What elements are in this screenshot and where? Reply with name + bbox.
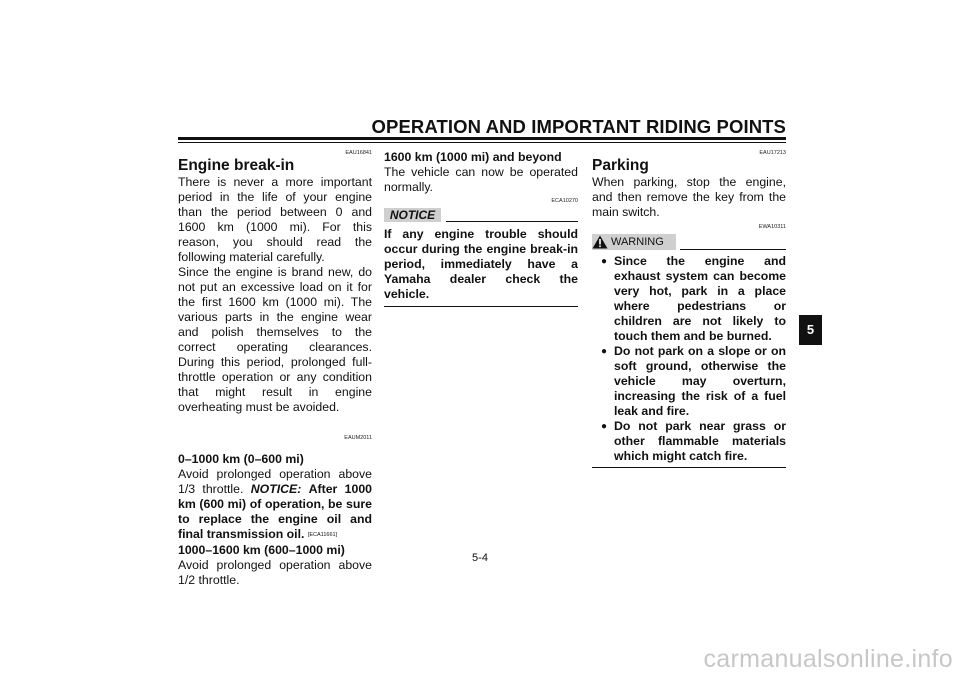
paragraph: Since the engine is brand new, do not put an excessive load on it for the first 1600 km (1000 mi). The various parts in the engine wear and polish themselves to the correct operating clearances. During this period, prolonged full-throttle operation or any condition that might result in engine overheating must be avoided. [178, 265, 372, 414]
section-code: EAUM2011 [344, 435, 372, 441]
paragraph: Avoid prolonged operation above 1/2 throttle. [178, 558, 372, 587]
page-header-title: OPERATION AND IMPORTANT RIDING POINTS [371, 116, 786, 137]
section-heading-engine-break-in: Engine break-in [178, 157, 295, 174]
list-item: ● Do not park near grass or other flammable materials which might catch fire. [601, 419, 786, 463]
bullet-icon: ● [601, 346, 608, 357]
warning-banner [592, 234, 786, 250]
notice-inline-text: After 1000 km (600 mi) of operation, be sure to replace the engine oil and final transmission oil. [178, 482, 373, 541]
bullet-icon: ● [601, 256, 608, 267]
notice-inline-code: [ECA11661] [307, 532, 338, 538]
warning-triangle-icon [592, 235, 608, 249]
section-heading-parking: Parking [592, 157, 649, 174]
watermark: carmanualsonline.info [703, 645, 953, 673]
subheading: 1000–1600 km (600–1000 mi) [178, 543, 345, 557]
column-parking [592, 150, 786, 468]
bullet-icon: ● [601, 421, 608, 432]
paragraph: The vehicle can now be operated normally. [384, 165, 578, 194]
column-beyond-break-in [384, 150, 578, 307]
notice-rule [446, 221, 578, 222]
notice-text: If any engine trouble should occur during the engine break-in period, immediately have a Yamaha dealer check the vehicle. [384, 227, 578, 301]
subheading: 0–1000 km (0–600 mi) [178, 452, 304, 466]
notice-bottom-rule [384, 306, 578, 307]
section-code: EAU17213 [759, 150, 786, 156]
warning-bottom-rule [592, 467, 786, 468]
section-code: EWA10311 [758, 224, 786, 230]
section-code: ECA10270 [551, 198, 578, 204]
warning-label: WARNING [611, 236, 664, 248]
list-item: ● Do not park on a slope or on soft ground, otherwise the vehicle may overturn, increasing the risk of a fuel leak and fire. [601, 344, 786, 418]
warning-rule [680, 249, 786, 250]
page-number: 5-4 [472, 552, 488, 564]
warning-label-box [592, 234, 676, 250]
column-engine-break-in [178, 150, 372, 588]
paragraph: When parking, stop the engine, and then remove the key from the main switch. [592, 175, 786, 219]
chapter-tab: 5 [799, 315, 822, 345]
section-code: EAU16841 [345, 150, 372, 156]
header-rule-thin [178, 142, 786, 143]
notice-inline-label: NOTICE: [250, 482, 302, 496]
notice-banner [384, 208, 578, 222]
paragraph: There is never a more important period in the life of your engine than the period between 0 and 1600 km (1000 mi). For this reason, you should read the following material carefully. [178, 175, 372, 264]
paragraph: Avoid prolonged operation above 1/3 throttle. NOTICE: After 1000 km (600 mi) of operation, be sure to replace the engine oil and final transmission oil. [ECA11661] [178, 467, 373, 541]
warning-list [592, 254, 786, 464]
list-item: ● Since the engine and exhaust system can become very hot, park in a place where pedestrians or children are not likely to touch them and be burned. [601, 254, 786, 343]
header-rule [178, 137, 786, 140]
subheading: 1600 km (1000 mi) and beyond [384, 150, 562, 164]
notice-label: NOTICE [384, 208, 441, 222]
